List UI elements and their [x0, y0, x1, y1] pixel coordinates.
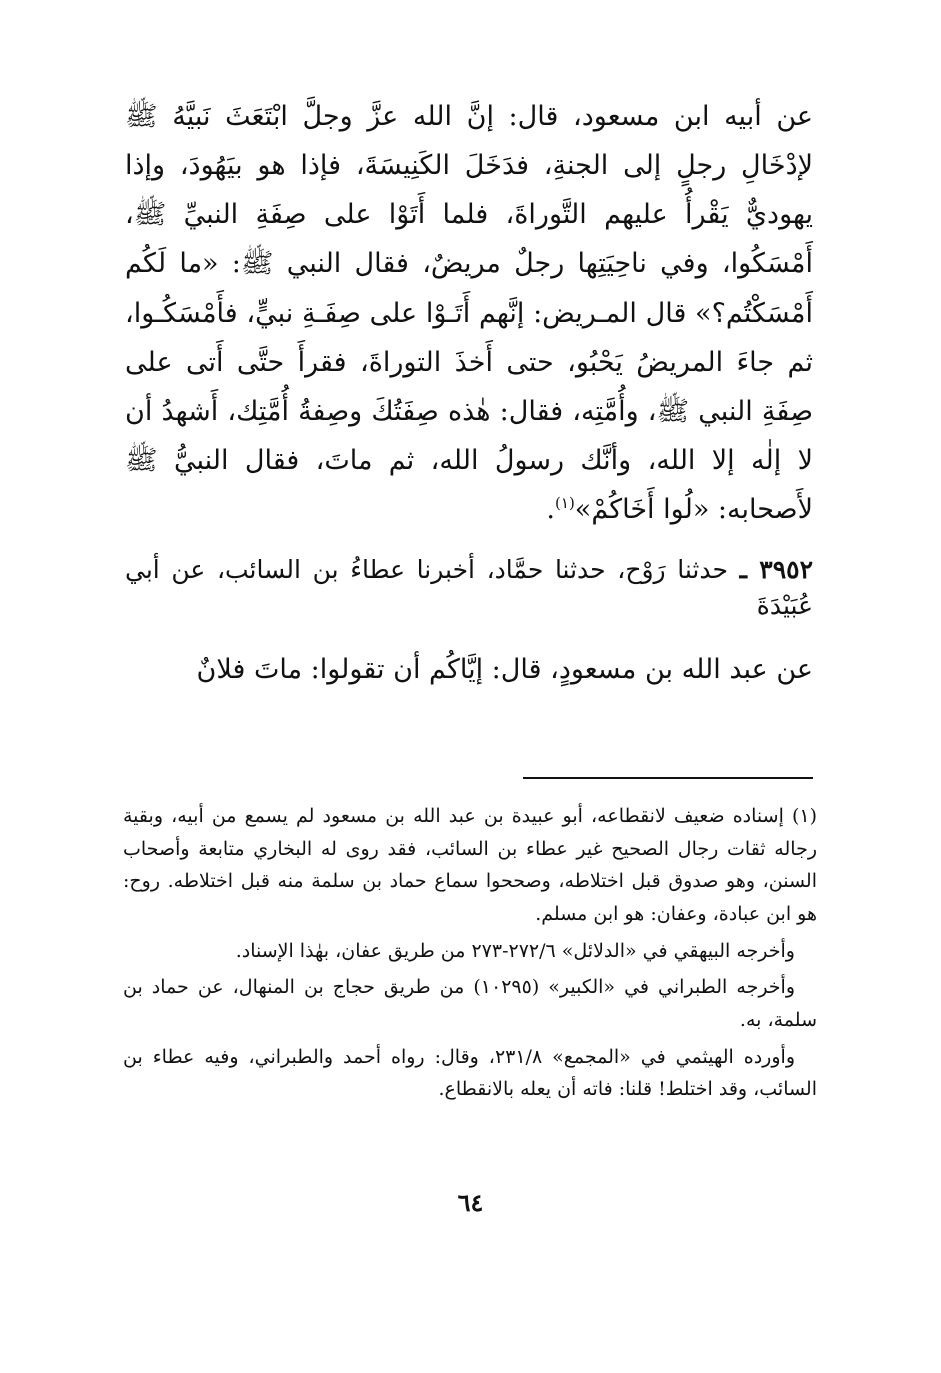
- narration-end: .: [546, 494, 556, 525]
- page-number: ٦٤: [457, 1188, 484, 1217]
- narration-text: عن أبيه ابن مسعود، قال: إنَّ الله عزَّ وجلَّ ابْتَعَثَ نَبيَّهُ ﷺ لإدْخَالِ رجلٍ إلى الجنةِ، فدَخَلَ الكَنِيسَةَ، فإذا هو بيَهُودَ، وإذا يهوديٌّ يَقْرأُ عليهم التَّوراةَ، فلما أَتَوْا على صِفَةِ النبيِّ ﷺ، أَمْسَكُوا، وفي ناحِيَتِها رجلٌ مريضٌ، فقال النبي ﷺ: «ما لَكُم أَمْسَكْتُم؟» قال المـريض: إنَّهم أَتَـوْا على صِفَـةِ نبيٍّ، فأَمْسَكُـوا، ثم جاءَ المريضُ يَحْبُو، حتى أَخذَ التوراةَ، فقرأَ حتَّى أَتى على صِفَةِ النبي ﷺ، وأُمَّتِه، فقال: هٰذه صِفَتُكَ وصِفةُ أُمَّتِك، أَشهدُ أن لا إلٰه إلا الله، وأنَّك رسولُ الله، ثم ماتَ، فقال النبيُّ ﷺ لأَصحابه: «لُوا أَخَاكُمْ»: [125, 101, 813, 525]
- hadith-number: ٣٩٥٢ ـ: [739, 555, 813, 585]
- footnote-item: وأورده الهيثمي في «المجمع» ٢٣١/٨، وقال: رواه أحمد والطبراني، وفيه عطاء بن السائب، وقد اختلط! قلنا: فاته أن يعله بالانقطاع.: [123, 1045, 817, 1101]
- footnote-item: (١) إسناده ضعيف لانقطاعه، أبو عبيدة بن عبد الله بن مسعود لم يسمع من أبيه، وبقية رجاله ثقات رجال الصحيح غير عطاء بن السائب، فقد روى له البخاري متابعة وأصحاب السنن، وهو صدوق قبل اختلاطه، وصححوا سماع حماد بن سلمة منه قبل اختلاطه. روح: هو ابن عبادة، وعفان: هو ابن مسلم.: [123, 805, 817, 926]
- footnotes: [123, 800, 817, 1110]
- main-text: [125, 92, 813, 694]
- footnote-reference: (١): [555, 494, 575, 512]
- footnote-separator: [523, 777, 813, 779]
- hadith-chain-text: حدثنا رَوْح، حدثنا حمَّاد، أخبرنا عطاءُ بن السائب، عن أبي عُبَيْدَةَ: [125, 555, 813, 621]
- footnote-item: وأخرجه البيهقي في «الدلائل» ٢٧٢/٦-٢٧٣ من طريق عفان، بهٰذا الإسناد.: [235, 939, 795, 962]
- footnote-item: وأخرجه الطبراني في «الكبير» (١٠٢٩٥) من طريق حجاج بن المنهال، عن حماد بن سلمة، به.: [123, 976, 817, 1032]
- narration-paragraph: [125, 92, 813, 534]
- next-narration-paragraph: عن عبد الله بن مسعودٍ، قال: إيَّاكُم أن تقولوا: ماتَ فلانٌ: [196, 653, 813, 685]
- hadith-chain-paragraph: [125, 552, 813, 625]
